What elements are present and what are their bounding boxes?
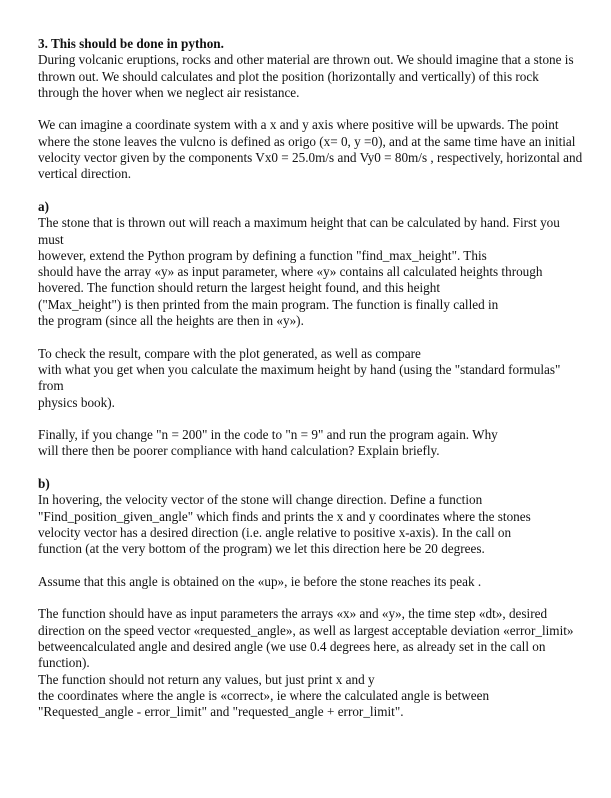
- text-line: "Requested_angle - error_limit" and "requested_angle + error_limit".: [38, 704, 404, 720]
- text-line: hovered. The function should return the largest height found, and this height: [38, 280, 441, 296]
- text-line: thrown out. We should calculates and plot the position (horizontally and vertically) of this rock: [38, 68, 539, 84]
- text-line: function).: [38, 655, 90, 671]
- part-a-section: [38, 199, 611, 460]
- part-a-paragraph-3: [38, 427, 611, 460]
- part-a-paragraph-1: [38, 215, 611, 329]
- part-b-label: b): [38, 476, 50, 492]
- text-line: "Find_position_given_angle" which finds and prints the x and y coordinates where the stones: [38, 508, 531, 524]
- coordinate-paragraph: [38, 117, 611, 182]
- intro-paragraph: [38, 52, 611, 101]
- text-line: with what you get when you calculate the maximum height by hand (using the "standard formulas": [38, 361, 561, 377]
- text-line: The function should not return any values, but just print x and y: [38, 671, 375, 687]
- text-line: from: [38, 378, 64, 394]
- problem-title: 3. This should be done in python.: [38, 36, 224, 51]
- text-line: ("Max_height") is then printed from the main program. The function is finally called in: [38, 296, 499, 312]
- text-line: During volcanic eruptions, rocks and other material are thrown out. We should imagine that a stone is: [38, 52, 574, 68]
- text-line: velocity vector given by the components Vx0 = 25.0m/s and Vy0 = 80m/s , respectively, horizontal and: [38, 150, 583, 166]
- part-b-paragraph-3: [38, 606, 611, 720]
- text-line: should have the array «y» as input parameter, where «y» contains all calculated heights through: [38, 264, 543, 280]
- text-line: direction on the speed vector «requested_angle», as well as largest acceptable deviation «error_limit»: [38, 622, 574, 638]
- part-b-section: [38, 476, 611, 720]
- text-line: the coordinates where the angle is «correct», ie where the calculated angle is between: [38, 687, 490, 703]
- text-line: function (at the very bottom of the program) we let this direction here be 20 degrees.: [38, 541, 485, 557]
- text-line: The stone that is thrown out will reach a maximum height that can be calculated by hand. First you: [38, 215, 560, 231]
- text-line: where the stone leaves the vulcno is defined as origo (x= 0, y =0), and at the same time have an initial: [38, 133, 576, 149]
- text-line: To check the result, compare with the plot generated, as well as compare: [38, 345, 421, 361]
- text-line: must: [38, 231, 64, 247]
- text-line: Assume that this angle is obtained on the «up», ie before the stone reaches its peak .: [38, 573, 482, 589]
- text-line: physics book).: [38, 394, 115, 410]
- text-line: The function should have as input parameters the arrays «x» and «y», the time step «dt», desired: [38, 606, 548, 622]
- text-line: Finally, if you change "n = 200" in the code to "n = 9" and run the program again. Why: [38, 427, 498, 443]
- part-a-label: a): [38, 198, 49, 214]
- text-line: vertical direction.: [38, 166, 132, 182]
- part-b-paragraph-2: [38, 574, 611, 590]
- text-line: however, extend the Python program by defining a function "find_max_height". This: [38, 247, 487, 263]
- part-a-paragraph-2: [38, 346, 611, 411]
- text-line: betweencalculated angle and desired angle (we use 0.4 degrees here, as already set in the call on: [38, 638, 546, 654]
- text-line: the program (since all the heights are then in «y»).: [38, 313, 304, 329]
- text-line: will there then be poorer compliance with hand calculation? Explain briefly.: [38, 443, 440, 459]
- document-page: [38, 36, 611, 720]
- part-b-paragraph-1: [38, 492, 611, 557]
- text-line: through the hover when we neglect air resistance.: [38, 84, 300, 100]
- text-line: We can imagine a coordinate system with a x and y axis where positive will be upwards. The point: [38, 117, 559, 133]
- text-line: velocity vector has a desired direction (i.e. angle relative to positive x-axis). In the call on: [38, 524, 512, 540]
- text-line: In hovering, the velocity vector of the stone will change direction. Define a function: [38, 492, 483, 508]
